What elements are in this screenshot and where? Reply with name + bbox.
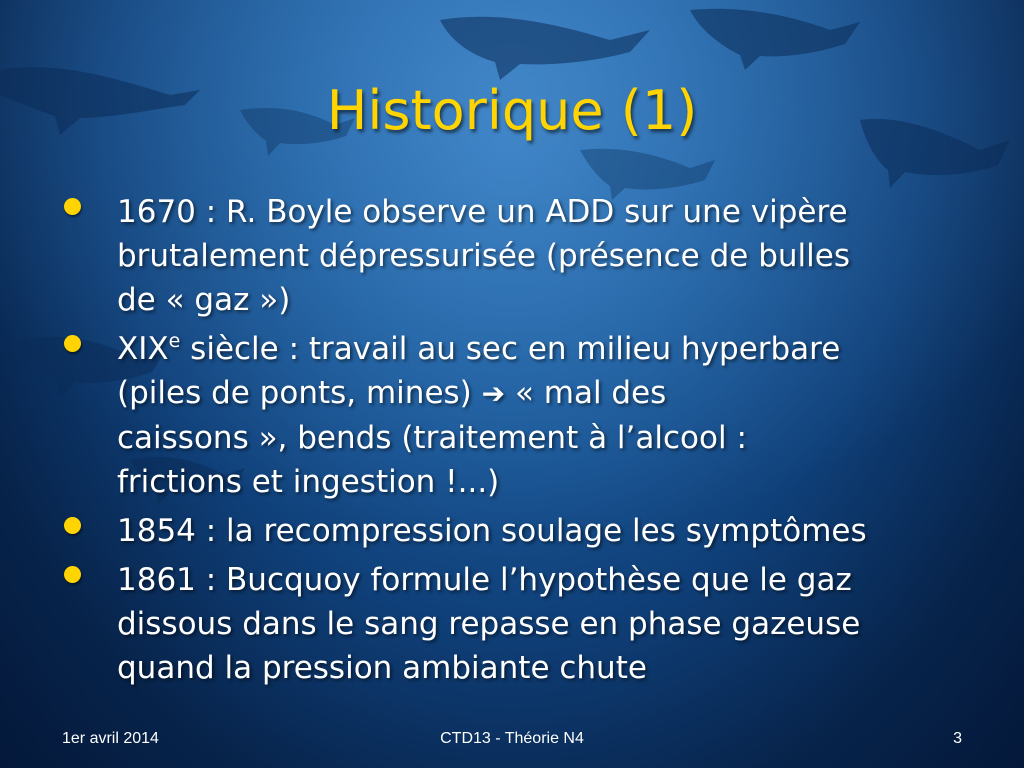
bullet-line: caissons », bends (traitement à l’alcool : <box>117 420 747 456</box>
slide-title: Historique (1) <box>326 79 698 142</box>
bullet-line: de « gaz ») <box>117 282 291 318</box>
bullet-line: brutalement dépressurisée (présence de bulles <box>117 238 850 274</box>
bullet-line: 1854 : la recompression soulage les symptômes <box>117 513 867 549</box>
slide-footer <box>0 727 1024 751</box>
bullet-line: 1861 : Bucquoy formule l’hypothèse que le gaz <box>117 562 852 598</box>
bullet-dot-icon <box>64 566 81 583</box>
bullet-item <box>0 327 1024 504</box>
footer-date: 1er avril 2014 <box>62 730 159 747</box>
bullet-line: 1670 : R. Boyle observe un ADD sur une vipère <box>117 194 848 230</box>
bullet-text: siècle : travail au sec en milieu hyperbare <box>180 331 841 367</box>
bullet-line <box>117 327 984 371</box>
bullet-line: quand la pression ambiante chute <box>117 650 647 686</box>
right-arrow-icon: ➔ <box>481 377 506 410</box>
superscript: e <box>168 330 181 352</box>
bullet-text: (piles de ponts, mines) <box>117 375 482 411</box>
slide-number: 3 <box>953 730 962 747</box>
bullet-item <box>0 558 1024 690</box>
bullet-list <box>0 190 1024 695</box>
bullet-line: frictions et ingestion !...) <box>117 464 500 500</box>
bullet-dot-icon <box>64 335 81 352</box>
century-text: XIX <box>117 331 169 367</box>
bullet-text: « mal des <box>505 375 667 411</box>
bullet-item <box>0 509 1024 553</box>
bullet-line: dissous dans le sang repasse en phase gazeuse <box>117 606 861 642</box>
bullet-item <box>0 190 1024 322</box>
footer-course-label: CTD13 - Théorie N4 <box>440 730 584 747</box>
bullet-dot-icon <box>64 517 81 534</box>
bullet-dot-icon <box>64 198 81 215</box>
bullet-line <box>117 371 984 416</box>
